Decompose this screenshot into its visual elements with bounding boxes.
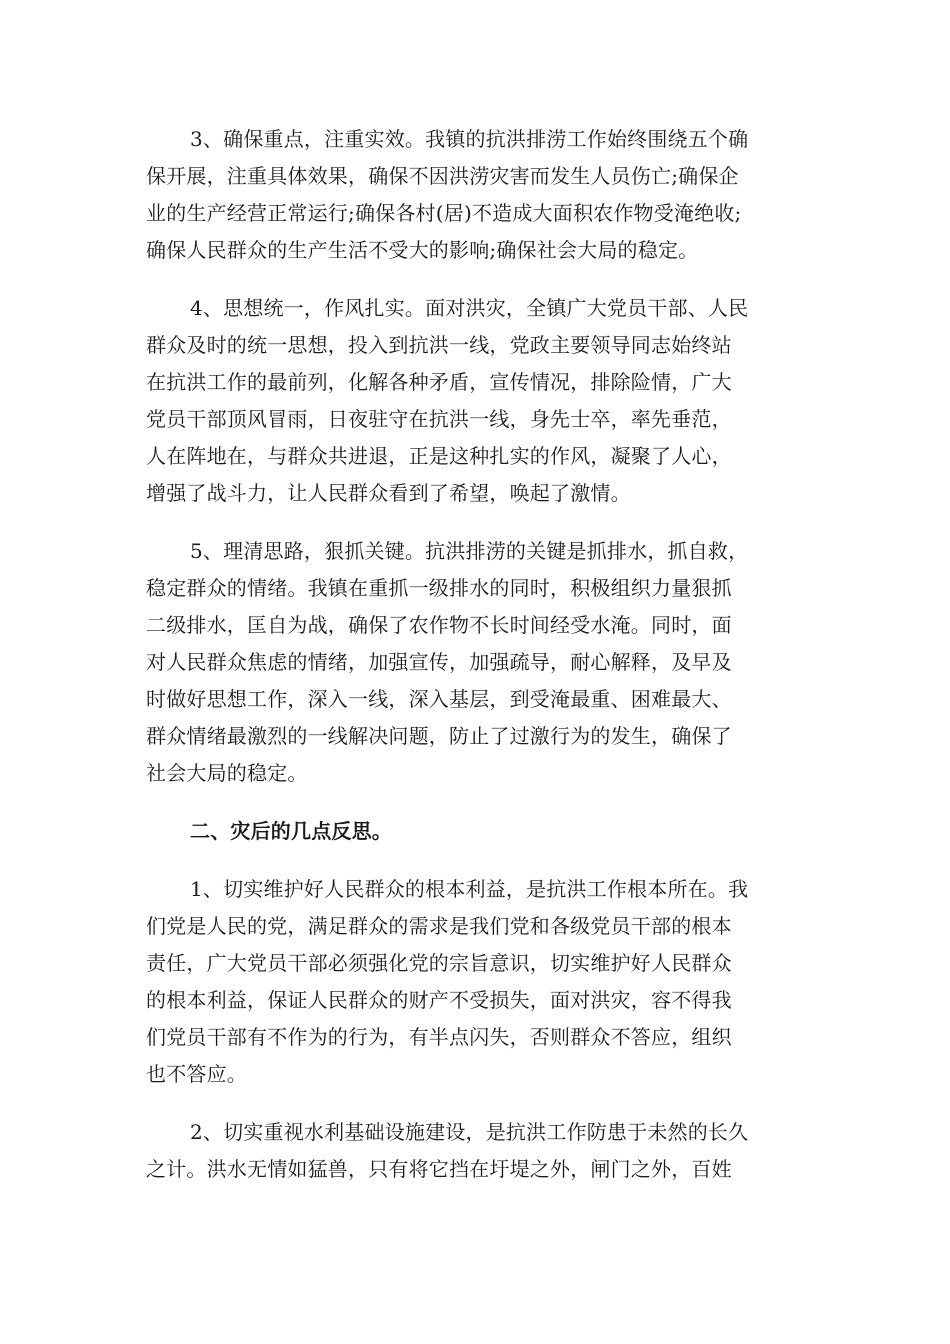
- paragraph-line: 稳定群众的情绪。我镇在重抓一级排水的同时，积极组织力量狠抓: [146, 576, 732, 600]
- paragraph-line: 群众及时的统一思想，投入到抗洪一线，党政主要领导同志始终站: [146, 333, 732, 357]
- paragraph-line: 们党员干部有不作为的行为，有半点闪失，否则群众不答应，组织: [146, 1025, 732, 1049]
- paragraph-line: 业的生产经营正常运行;确保各村(居)不造成大面积农作物受淹绝收;: [146, 201, 742, 225]
- paragraph-5: [146, 533, 814, 792]
- paragraph-line: 保开展，注重具体效果，确保不因洪涝灾害而发生人员伤亡;确保企: [146, 164, 739, 188]
- paragraph-line: 们党是人民的党，满足群众的需求是我们党和各级党员干部的根本: [146, 914, 732, 938]
- paragraph-line: 时做好思想工作，深入一线，深入基层，到受淹最重、困难最大、: [146, 687, 732, 711]
- paragraph-line: 增强了战斗力，让人民群众看到了希望，唤起了激情。: [146, 481, 631, 505]
- paragraph-line: 之计。洪水无情如猛兽，只有将它挡在圩堤之外，闸门之外，百姓: [146, 1157, 732, 1181]
- paragraph-line: 确保人民群众的生产生活不受大的影响;确保社会大局的稳定。: [146, 238, 699, 262]
- paragraph-line: 3、确保重点，注重实效。我镇的抗洪排涝工作始终围绕五个确: [190, 127, 749, 151]
- paragraph-line: 在抗洪工作的最前列，化解各种矛盾，宣传情况，排除险情，广大: [146, 370, 732, 394]
- paragraph-line: 的根本利益，保证人民群众的财产不受损失，面对洪灾，容不得我: [146, 988, 732, 1012]
- paragraph-reflection-1: [146, 871, 814, 1093]
- paragraph-line: 对人民群众焦虑的情绪，加强宣传，加强疏导，耐心解释，及早及: [146, 650, 732, 674]
- paragraph-line: 二级排水，匡自为战，确保了农作物不长时间经受水淹。同时，面: [146, 613, 732, 637]
- section-heading-text: 二、灾后的几点反思。: [190, 819, 392, 843]
- document-body: [146, 121, 814, 1188]
- paragraph-reflection-2: [146, 1114, 814, 1188]
- paragraph-3: [146, 121, 814, 269]
- paragraph-line: 5、理清思路，狠抓关键。抗洪排涝的关键是抓排水，抓自救，: [190, 539, 749, 563]
- section-heading: [146, 813, 814, 850]
- paragraph-line: 也不答应。: [146, 1062, 247, 1086]
- paragraph-line: 2、切实重视水利基础设施建设，是抗洪工作防患于未然的长久: [190, 1120, 749, 1144]
- paragraph-line: 1、切实维护好人民群众的根本利益，是抗洪工作根本所在。我: [190, 877, 749, 901]
- paragraph-line: 群众情绪最激烈的一线解决问题，防止了过激行为的发生，确保了: [146, 724, 732, 748]
- paragraph-line: 党员干部顶风冒雨，日夜驻守在抗洪一线，身先士卒，率先垂范，: [146, 407, 732, 431]
- paragraph-line: 社会大局的稳定。: [146, 761, 308, 785]
- paragraph-line: 责任，广大党员干部必须强化党的宗旨意识，切实维护好人民群众: [146, 951, 732, 975]
- paragraph-line: 人在阵地在，与群众共进退，正是这种扎实的作风，凝聚了人心，: [146, 444, 732, 468]
- paragraph-line: 4、思想统一，作风扎实。面对洪灾，全镇广大党员干部、人民: [190, 296, 749, 320]
- paragraph-4: [146, 290, 814, 512]
